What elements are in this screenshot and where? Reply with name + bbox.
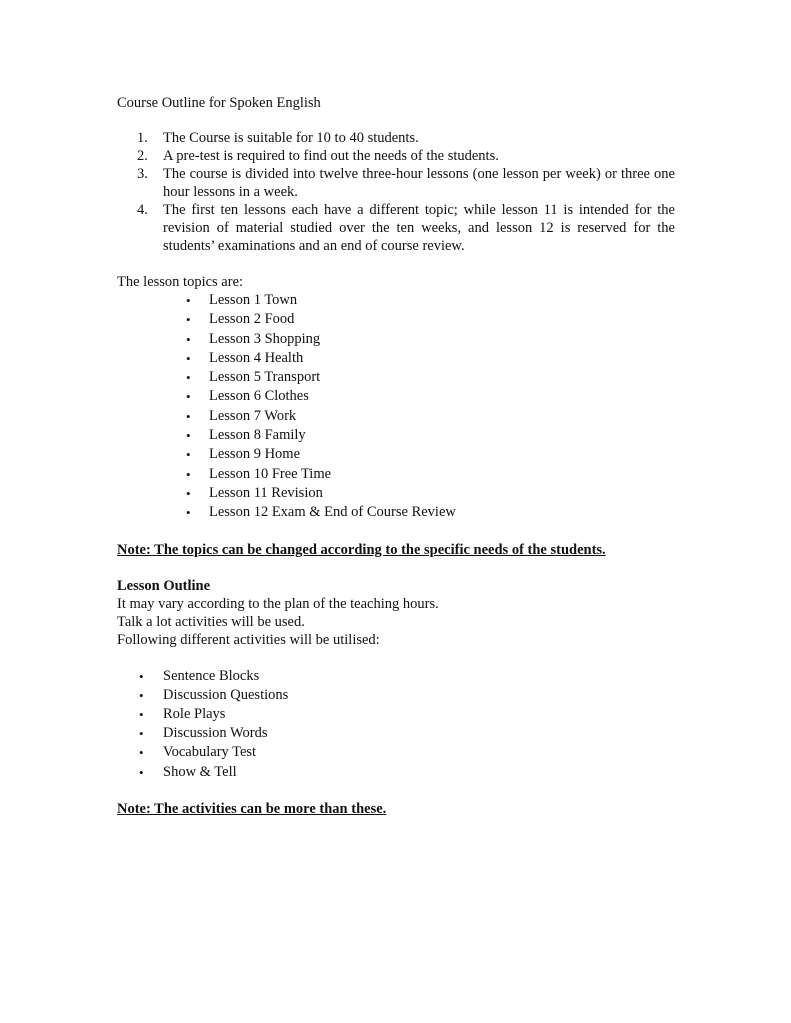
bullet-icon: • <box>186 331 191 347</box>
list-item <box>117 368 675 387</box>
topic-label: Lesson 2 Food <box>209 311 295 328</box>
bullet-icon: • <box>186 466 191 482</box>
list-item <box>117 310 675 329</box>
list-item <box>117 407 675 426</box>
bullet-icon: • <box>186 408 191 424</box>
list-item <box>117 484 675 503</box>
bullet-icon: • <box>186 447 191 463</box>
topic-label: Lesson 3 Shopping <box>209 330 321 347</box>
bullet-icon: • <box>139 726 144 742</box>
list-item <box>117 291 675 310</box>
topic-label: Lesson 9 Home <box>209 446 301 463</box>
topic-label: Lesson 5 Transport <box>209 369 321 386</box>
bullet-icon: • <box>186 428 191 444</box>
topic-label: Lesson 12 Exam & End of Course Review <box>209 504 456 521</box>
bullet-icon: • <box>186 370 191 386</box>
list-item <box>117 763 675 782</box>
outline-line: Talk a lot activities will be used. <box>117 613 305 630</box>
bullet-icon: • <box>186 312 191 328</box>
topic-label: Lesson 4 Health <box>209 349 304 366</box>
list-item <box>117 465 675 484</box>
numbered-item <box>117 165 675 201</box>
document-title: Course Outline for Spoken English <box>117 95 321 111</box>
list-item <box>117 445 675 464</box>
document-page <box>117 94 675 818</box>
list-item <box>117 667 675 686</box>
bullet-icon: • <box>139 764 144 780</box>
list-item <box>117 330 675 349</box>
topic-label: Lesson 10 Free Time <box>209 465 332 482</box>
item-number: 2. <box>137 148 148 164</box>
course-details-list <box>117 129 675 255</box>
lesson-outline-heading: Lesson Outline <box>117 577 211 594</box>
item-number: 1. <box>137 130 148 146</box>
item-text: The Course is suitable for 10 to 40 students. <box>163 130 419 146</box>
topic-label: Lesson 1 Town <box>209 292 298 308</box>
item-text: A pre-test is required to find out the needs of the students. <box>163 148 499 164</box>
bullet-icon: • <box>139 687 144 703</box>
bullet-icon: • <box>139 668 144 684</box>
activities-note: Note: The activities can be more than these. <box>117 800 387 817</box>
list-item <box>117 349 675 368</box>
bullet-icon: • <box>186 350 191 366</box>
topic-label: Lesson 6 Clothes <box>209 388 309 405</box>
item-number: 4. <box>137 202 148 218</box>
list-item <box>117 743 675 762</box>
activity-label: Show & Tell <box>163 763 237 780</box>
bullet-icon: • <box>139 745 144 761</box>
bullet-icon: • <box>186 485 191 501</box>
activity-label: Discussion Questions <box>163 686 289 703</box>
topic-label: Lesson 11 Revision <box>209 484 323 501</box>
bullet-icon: • <box>139 706 144 722</box>
activity-label: Vocabulary Test <box>163 744 257 761</box>
numbered-item <box>117 129 675 147</box>
lesson-topics-list <box>117 291 675 523</box>
topics-note: Note: The topics can be changed according to the specific needs of the students. <box>117 541 606 558</box>
list-item <box>117 705 675 724</box>
topics-intro: The lesson topics are: <box>117 274 244 290</box>
list-item <box>117 686 675 705</box>
topic-label: Lesson 7 Work <box>209 407 297 424</box>
item-text: The course is divided into twelve three-hour lessons (one lesson per week) or three one hour lessons in a week. <box>163 166 675 200</box>
outline-line: Following different activities will be utilised: <box>117 631 380 648</box>
list-item <box>117 387 675 406</box>
outline-line: It may vary according to the plan of the teaching hours. <box>117 595 439 612</box>
item-text: The first ten lessons each have a different topic; while lesson 11 is intended for the revision of material studied over the ten weeks, and lesson 12 is reserved for the students’ examinations and an end of course review. <box>163 202 675 254</box>
list-item <box>117 426 675 445</box>
activities-list <box>117 667 675 782</box>
numbered-item <box>117 201 675 255</box>
item-number: 3. <box>137 166 148 182</box>
activity-label: Discussion Words <box>163 725 268 742</box>
list-item <box>117 503 675 522</box>
topic-label: Lesson 8 Family <box>209 427 306 444</box>
activity-label: Role Plays <box>163 705 226 722</box>
numbered-item <box>117 147 675 165</box>
activity-label: Sentence Blocks <box>163 667 260 684</box>
bullet-icon: • <box>186 389 191 405</box>
bullet-icon: • <box>186 505 191 521</box>
list-item <box>117 724 675 743</box>
bullet-icon: • <box>186 293 191 308</box>
